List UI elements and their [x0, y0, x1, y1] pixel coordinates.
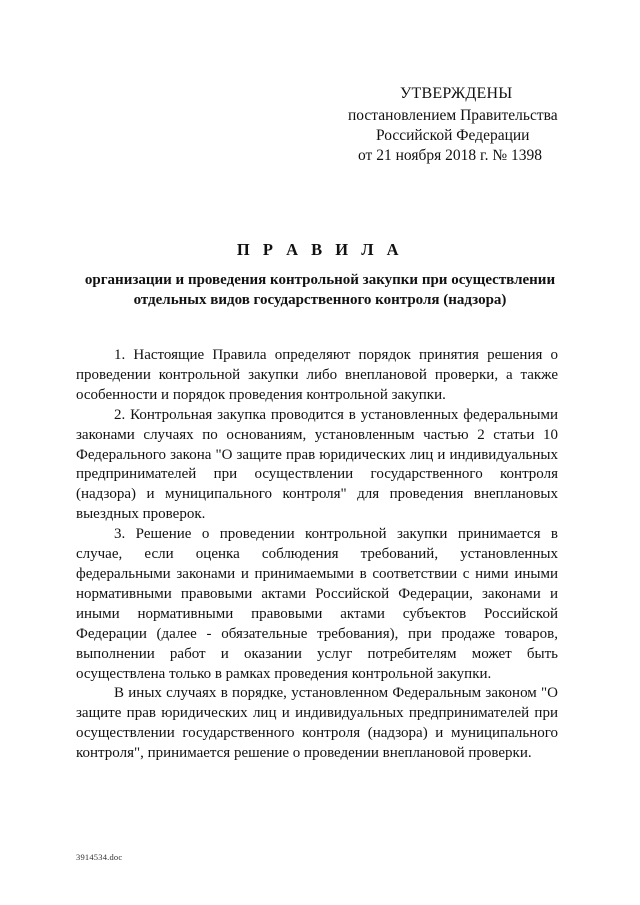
document-subtitle: организации и проведения контрольной закупки при осуществлении отдельных видов государственного контроля (надзора)	[84, 272, 556, 308]
paragraph-4: В иных случаях в порядке, установленном Федеральным законом "О защите прав юридических лиц и индивидуальных предпринимателей при осуществлении государственного контроля (надзора) и муниципального контроля", принимается решение о проведении внеплановой проверки.	[76, 685, 558, 762]
approval-line-date-number: от 21 ноября 2018 г. № 1398	[358, 147, 542, 164]
document-title: П Р А В И Л А	[236, 240, 404, 259]
approval-line-federation: Российской Федерации	[376, 127, 530, 144]
document-file-id: 3914534.doc	[76, 852, 123, 862]
approval-title: УТВЕРЖДЕНЫ	[400, 85, 513, 102]
paragraph-2: 2. Контрольная закупка проводится в установленных федеральными законами случаях по основаниям, установленным частью 2 статьи 10 Федерального закона "О защите прав юридических лиц и индивидуальных предпринимателей при осуществлении государственного контроля (надзора) и муниципального контроля" для проведения внеплановых выездных проверок.	[76, 406, 558, 523]
document-body	[76, 346, 558, 764]
approval-line-decree: постановлением Правительства	[348, 107, 558, 124]
paragraph-3: 3. Решение о проведении контрольной закупки принимается в случае, если оценка соблюдения требований, установленных федеральными законами и принимаемыми в соответствии с ними иными нормативными правовыми актами Российской Федерации, законами и иными нормативными правовыми актами субъектов Российской Федерации (далее - обязательные требования), при продаже товаров, выполнении работ и оказании услуг потребителям может быть осуществлена только в рамках проведения контрольной закупки.	[76, 526, 558, 682]
paragraph-1: 1. Настоящие Правила определяют порядок принятия решения о проведении контрольной закупки либо внеплановой проверки, а также особенности и порядок проведения контрольной закупки.	[76, 347, 558, 403]
